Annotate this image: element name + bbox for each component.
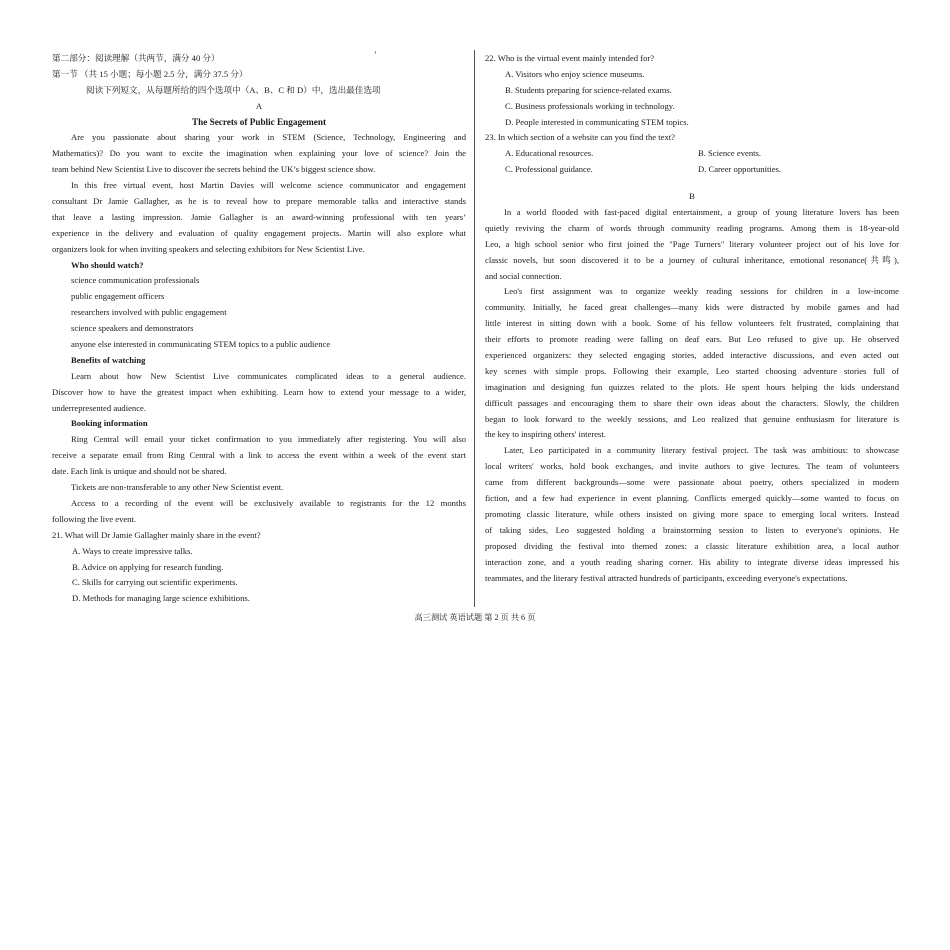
audience-list-item: researchers involved with public engagement [71, 307, 227, 318]
left-column [52, 51, 466, 607]
passage-line: Leo, a high school senior who first joined the "Page Turners" literary volunteer project out of his love for [485, 238, 899, 249]
passage-line: promoting classic literature, while others insisted on giving more space to emerging local writers. Instead [485, 508, 899, 519]
passage-line: key scenes with simple props. Following their example, Leo started choosing adventure stories full of [485, 365, 899, 376]
passage-line: began to look forward to the weekly sessions, and Leo realized that genuine enthusiasm for literature is [485, 413, 899, 424]
passage-line: of taking sides, Leo suggested holding a brainstorming session to listen to everyone's opinions. He [485, 524, 899, 535]
passage-line: classic novels, but soon discovered it to be a journey of cultural inheritance, emotional resonance(共鸣), [485, 254, 899, 265]
question-22-option-c: C. Business professionals working in technology. [505, 100, 675, 111]
passage-line: Access to a recording of the event will be exclusively available to registrants for the 12 months [71, 497, 466, 508]
audience-list-item: science communication professionals [71, 275, 200, 286]
stray-mark: ’ [374, 50, 377, 59]
audience-list-item: public engagement officers [71, 291, 165, 302]
question-22-option-d: D. People interested in communicating STEM topics. [505, 116, 689, 127]
page-footer: 高三测试 英语试题 第 2 页 共 6 页 [414, 613, 536, 622]
question-23-option-b: B. Science events. [698, 148, 762, 159]
benefits-heading: Benefits of watching [71, 354, 146, 365]
passage-line: their efforts to promote reading were falling on deaf ears. But Leo refused to give up. He observed [485, 334, 899, 345]
passage-line: little interest in sitting down with a book. Some of his fellow volunteers felt frustrated, complaining that [485, 318, 899, 329]
instruction-line: 阅读下列短文，从每题所给的四个选项中（A、B、C 和 D）中，选出最佳选项 [86, 84, 381, 95]
passage-line: came from different backgrounds—some were passionate about poetry, others specialized in modern [485, 477, 899, 488]
part-heading: 第二部分：阅读理解（共两节，满分 40 分） [52, 53, 220, 63]
question-21-option-b: B. Advice on applying for research funding. [72, 561, 224, 572]
booking-heading: Booking information [71, 418, 148, 429]
passage-line: imagination and designing fun quizzes related to the plots. He spent hours helping the kids understand [485, 381, 899, 392]
question-23-options-row-2 [485, 162, 899, 178]
question-23-option-d: D. Career opportunities. [698, 164, 782, 175]
question-22-option-b: B. Students preparing for science-related exams. [505, 84, 672, 95]
passage-line: In this free virtual event, host Martin Davies will welcome science communicator and engagement [71, 180, 466, 191]
passage-a-title: The Secrets of Public Engagement [191, 116, 327, 127]
question-22-option-a: A. Visitors who enjoy science museums. [505, 68, 645, 79]
passage-line: underrepresented audience. [52, 402, 147, 413]
passage-line: team behind New Scientist Live to discover the secrets behind the UK’s biggest science show. [52, 164, 376, 175]
question-22-stem: 22. Who is the virtual event mainly intended for? [485, 53, 655, 63]
passage-line: the key to inspiring others' interest. [485, 429, 606, 440]
passage-line: following the live event. [52, 513, 137, 524]
passage-line: Tickets are non-transferable to any other New Scientist event. [71, 482, 284, 493]
column-divider [474, 50, 475, 607]
passage-line: Learn about how New Scientist Live communicates complicated ideas to a general audience. [71, 370, 466, 381]
audience-list-item: science speakers and demonstrators [71, 323, 194, 334]
passage-line: receive a separate email from Ring Central with a link to access the event within a week of the event start [52, 450, 466, 461]
spacer [485, 178, 899, 189]
section-heading: 第一节 （共 15 小题；每小题 2.5 分，满分 37.5 分） [52, 68, 248, 79]
question-23-options-row-1 [485, 146, 899, 162]
passage-line: Later, Leo participated in a community literary festival project. The task was ambitious: to showcase [504, 445, 899, 456]
passage-line: Are you passionate about sharing your work in STEM (Science, Technology, Engineering and [71, 132, 466, 143]
passage-line: community. Initially, he faced great challenges—many kids were distracted by mobile games and had [485, 302, 899, 313]
passage-line: that leave a lasting impression. Jamie Gallagher is an award-winning professional with ten years’ [52, 211, 466, 222]
question-23-option-a: A. Educational resources. [505, 148, 594, 159]
passage-line: fiction, and a few had experience in event planning. Conflicts emerged quickly—some wanted to focus on [485, 493, 899, 504]
passage-line: local writers' works, hold book exchanges, and invite authors to give lectures. The team of volunteers [485, 461, 899, 472]
passage-line: Leo's first assignment was to organize weekly reading sessions for children in a low-income [504, 286, 899, 297]
passage-line: interaction zone, and a youth reading sharing corner. His ability to integrate diverse ideas impressed his [485, 556, 899, 567]
passage-line: and social connection. [485, 270, 562, 281]
passage-line: difficult passages and encouraging them to share their own ideas about the characters. Slowly, the children [485, 397, 899, 408]
question-21-option-c: C. Skills for carrying out scientific experiments. [72, 577, 238, 588]
passage-line: In a world flooded with fast-paced digital entertainment, a group of young literature lovers has been [504, 207, 899, 218]
passage-line: Mathematics)? Do you want to excite the imagination when explaining your love of science? Join the [52, 148, 466, 159]
question-21-stem: 21. What will Dr Jamie Gallagher mainly share in the event? [52, 529, 261, 540]
audience-list-item: anyone else interested in communicating STEM topics to a public audience [71, 339, 331, 350]
passage-line: organizers look for when inviting speakers and selecting exhibitors for New Scientist Live. [52, 243, 365, 254]
passage-line: proposed dividing the festival into themed zones: a classic literature exhibition area, a local author [485, 540, 899, 551]
question-21-option-d: D. Methods for managing large science exhibitions. [72, 593, 250, 604]
passage-line: Ring Central will email your ticket confirmation to you immediately after registering. You will also [71, 434, 466, 445]
question-23-stem: 23. In which section of a website can you find the text? [485, 132, 675, 143]
passage-line: experience in the delivery and evaluation of quality engagement projects. Martin will also explore what [52, 227, 466, 238]
question-21-option-a: A. Ways to create impressive talks. [72, 545, 193, 556]
who-heading: Who should watch? [71, 259, 144, 270]
passage-line: consultant Dr Jamie Gallagher, as he is to reveal how to prepare memorable talks and interactive stands [52, 196, 466, 207]
right-column [485, 51, 899, 586]
passage-line: experienced organizers: they selected engaging stories, added interactive discussions, and even acted out [485, 350, 899, 361]
passage-b-letter: B [689, 191, 695, 202]
passage-line: date. Each link is unique and should not be shared. [52, 466, 227, 477]
passage-a-letter: A [255, 100, 263, 111]
question-23-option-c: C. Professional guidance. [505, 164, 593, 175]
passage-line: quietly reviving the charm of words through community reading programs. Among them is 18-year-old [485, 222, 899, 233]
passage-line: Discover how to have the greatest impact when exhibiting. Learn how to extend your message to a wider, [52, 386, 466, 397]
passage-line: teammates, and the literary festival attracted hundreds of participants, exceeding everyone's expectations. [485, 572, 848, 583]
